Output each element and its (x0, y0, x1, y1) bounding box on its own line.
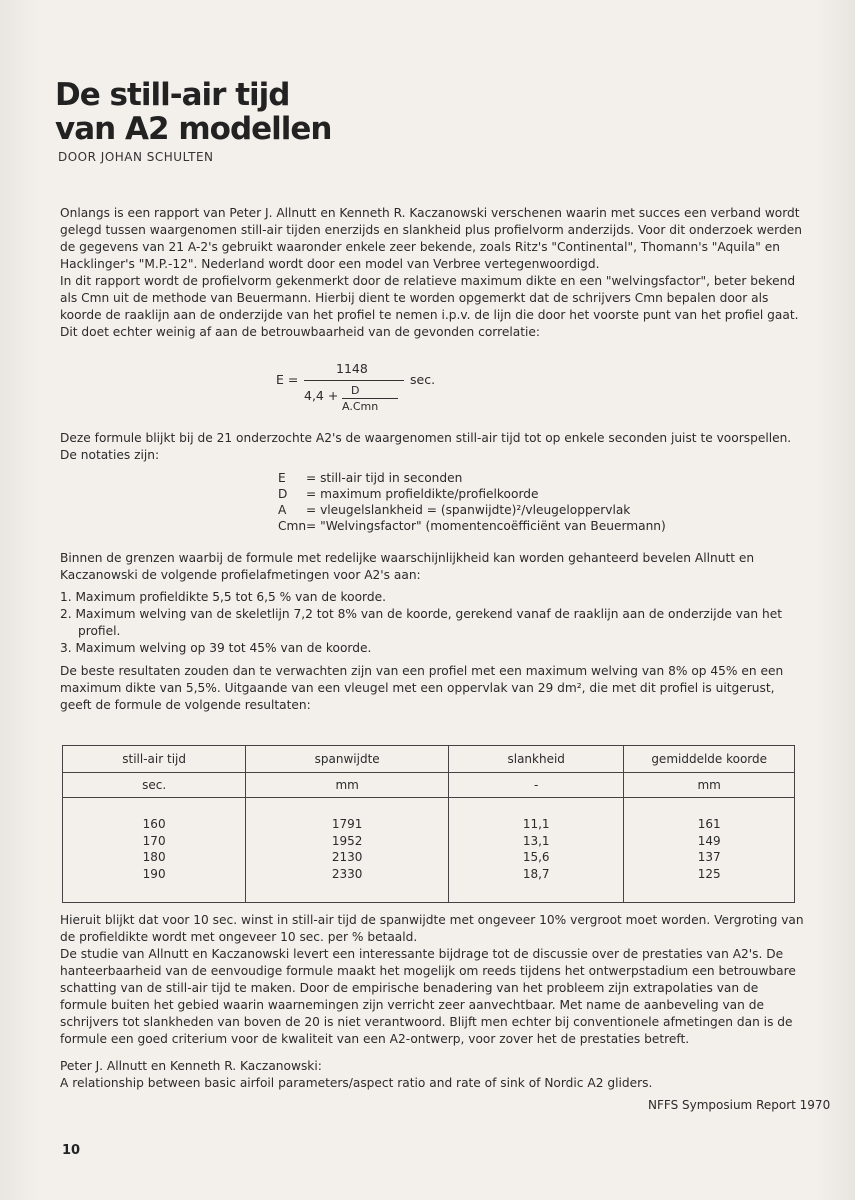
cell-value: 125 (697, 866, 721, 881)
cell-value: 160 (142, 817, 166, 831)
results-table (62, 745, 795, 903)
cell-value: 2330 (331, 866, 363, 881)
notation-symbol: Cmn (278, 519, 307, 533)
after-formula-line-1: Deze formule blijkt bij de 21 onderzochte A2's de waargenomen still-air tijd tot op enkele seconden juist te voorspellen. (60, 431, 792, 445)
notation-definition: = vleugelslankheid = (spanwijdte)²/vleugeloppervlak (306, 503, 631, 517)
notation-row (278, 502, 666, 518)
byline: DOOR JOHAN SCHULTEN (58, 150, 214, 164)
table-cell-span (246, 798, 449, 903)
reference-authors: Peter J. Allnutt en Kenneth R. Kaczanowski: (60, 1059, 322, 1073)
cell-value: 149 (697, 833, 721, 848)
notation-row (278, 470, 666, 486)
table-data-row (63, 798, 795, 903)
conclusion-section (60, 912, 805, 1048)
formula-den-num: D (351, 384, 360, 397)
cell-value: 1791 (331, 817, 363, 831)
after-formula (60, 430, 805, 464)
notation-row (278, 486, 666, 502)
formula-numerator: 1148 (336, 361, 368, 376)
fraction-bar (304, 380, 404, 381)
notation-definition: = "Welvingsfactor" (momentencoëfficiënt van Beuermann) (306, 519, 666, 533)
limits-list (60, 589, 800, 657)
article-title (55, 78, 332, 146)
notation-definition: = still-air tijd in seconden (306, 471, 463, 485)
table-unit: mm (624, 773, 795, 798)
list-item: 1. Maximum profieldikte 5,5 tot 6,5 % van de koorde. (60, 590, 386, 604)
table-header: still-air tijd (63, 746, 246, 773)
list-item: 3. Maximum welving op 39 tot 45% van de koorde. (60, 641, 372, 655)
formula-den-prefix: 4,4 + (304, 388, 339, 403)
list-item-continuation: profiel. (78, 624, 121, 638)
formula-unit: sec. (410, 372, 436, 387)
formula-lhs: E = (276, 372, 299, 387)
cell-value: 170 (142, 833, 166, 848)
conclusion-paragraph-1: Hieruit blijkt dat voor 10 sec. winst in still-air tijd de spanwijdte met ongeveer 10% vergroot moet worden. Vergroting van de profieldikte wordt met ongeveer 10 sec. per % betaald. (60, 913, 804, 944)
cell-value: 137 (697, 850, 721, 864)
title-line-2: van A2 modellen (55, 111, 332, 147)
table-unit: - (449, 773, 624, 798)
intro-paragraph-1: Onlangs is een rapport van Peter J. Allnutt en Kenneth R. Kaczanowski verschenen waarin met succes een verband wordt gelegd tussen waargenomen still-air tijden enerzijds en slankheid plus profielvorm anderzijds. Voor dit onderzoek werden de gegevens van 21 A-2's gebruikt waaronder enkele zeer bekende, zoals Ritz's "Continental", Thomann's "Aquila" en Hacklinger's "M.P.-12". Nederland wordt door een model van Verbree vertegenwoordigd. (60, 206, 802, 271)
cell-value: 11,1 (522, 817, 550, 831)
cell-value: 15,6 (522, 850, 550, 864)
notation-definition: = maximum profieldikte/profielkoorde (306, 487, 539, 501)
list-item: 2. Maximum welving van de skeletlijn 7,2 tot 8% van de koorde, gerekend vanaf de raaklijn aan de onderzijde van het (60, 607, 783, 621)
cell-value: 1952 (331, 833, 363, 848)
cell-value: 190 (142, 866, 166, 881)
table-header: slankheid (449, 746, 624, 773)
notation-row (278, 518, 666, 534)
table-cell-koorde (624, 798, 795, 903)
table-units-row (63, 773, 795, 798)
after-formula-line-2: De notaties zijn: (60, 448, 160, 462)
cell-value: 13,1 (522, 833, 550, 848)
cell-value: 180 (142, 850, 166, 864)
table-unit: sec. (63, 773, 246, 798)
result-intro: De beste resultaten zouden dan te verwachten zijn van een profiel met een maximum welving van 8% op 45% en een maximum dikte van 5,5%. Uitgaande van een vleugel met een oppervlak van 29 dm², die met dit profiel is uitgerust, geeft de formule de volgende resultaten: (60, 664, 784, 712)
reference (60, 1058, 805, 1092)
fraction-bar-inner (342, 398, 398, 399)
notation-symbol: E (278, 471, 286, 485)
limits-intro: Binnen de grenzen waarbij de formule met redelijke waarschijnlijkheid kan worden gehanteerd bevelen Allnutt en Kaczanowski de volgende profielafmetingen voor A2's aan: (60, 551, 755, 582)
notation-symbol: D (278, 487, 288, 501)
title-line-1: De still-air tijd (55, 77, 290, 113)
page-number: 10 (62, 1143, 81, 1158)
notation-symbol: A (278, 503, 287, 517)
formula (276, 360, 516, 420)
table-header-row (63, 746, 795, 773)
table-header: gemiddelde koorde (624, 746, 795, 773)
conclusion-paragraph-2: De studie van Allnutt en Kaczanowski levert een interessante bijdrage tot de discussie over de prestaties van A2's. De hanteerbaarheid van de eenvoudige formule maakt het mogelijk om reeds tijdens het ontwerpstadium een betrouwbare schatting van de still-air tijd te maken. Door de empirische benadering van het probleem zijn extrapolaties van de formule buiten het gebied waarin waarnemingen zijn verricht zeer aanvechtbaar. Met name de aanbeveling van de schrijvers tot slankheden van boven de 20 is niet verantwoord. Blijft men echter bij conventionele afmetingen dan is de formule een goed criterium voor de kwaliteit van een A2-ontwerp, voor zover het de prestaties betreft. (60, 947, 796, 1046)
intro-paragraph-2: In dit rapport wordt de profielvorm gekenmerkt door de relatieve maximum dikte en een "welvingsfactor", beter bekend als Cmn uit de methode van Beuermann. Hierbij dient te worden opgemerkt dat de schrijvers Cmn bepalen door als koorde de raaklijn aan de onderzijde van het profiel te nemen i.p.v. de lijn die door het voorste punt van het profiel gaat. Dit doet echter weinig af aan de betrouwbaarheid van de gevonden correlatie: (60, 274, 799, 339)
notation-list (278, 470, 666, 534)
cell-value: 161 (697, 817, 721, 831)
cell-value: 2130 (331, 850, 363, 864)
table-cell-tijd (63, 798, 246, 903)
formula-den-den: A.Cmn (342, 400, 379, 413)
table-cell-slank (449, 798, 624, 903)
reference-title: A relationship between basic airfoil parameters/aspect ratio and rate of sink of Nordic A2 gliders. (60, 1076, 653, 1090)
table-header: spanwijdte (246, 746, 449, 773)
cell-value: 18,7 (522, 866, 550, 881)
table-unit: mm (246, 773, 449, 798)
intro-section (60, 205, 805, 341)
reference-source: NFFS Symposium Report 1970 (648, 1098, 831, 1112)
